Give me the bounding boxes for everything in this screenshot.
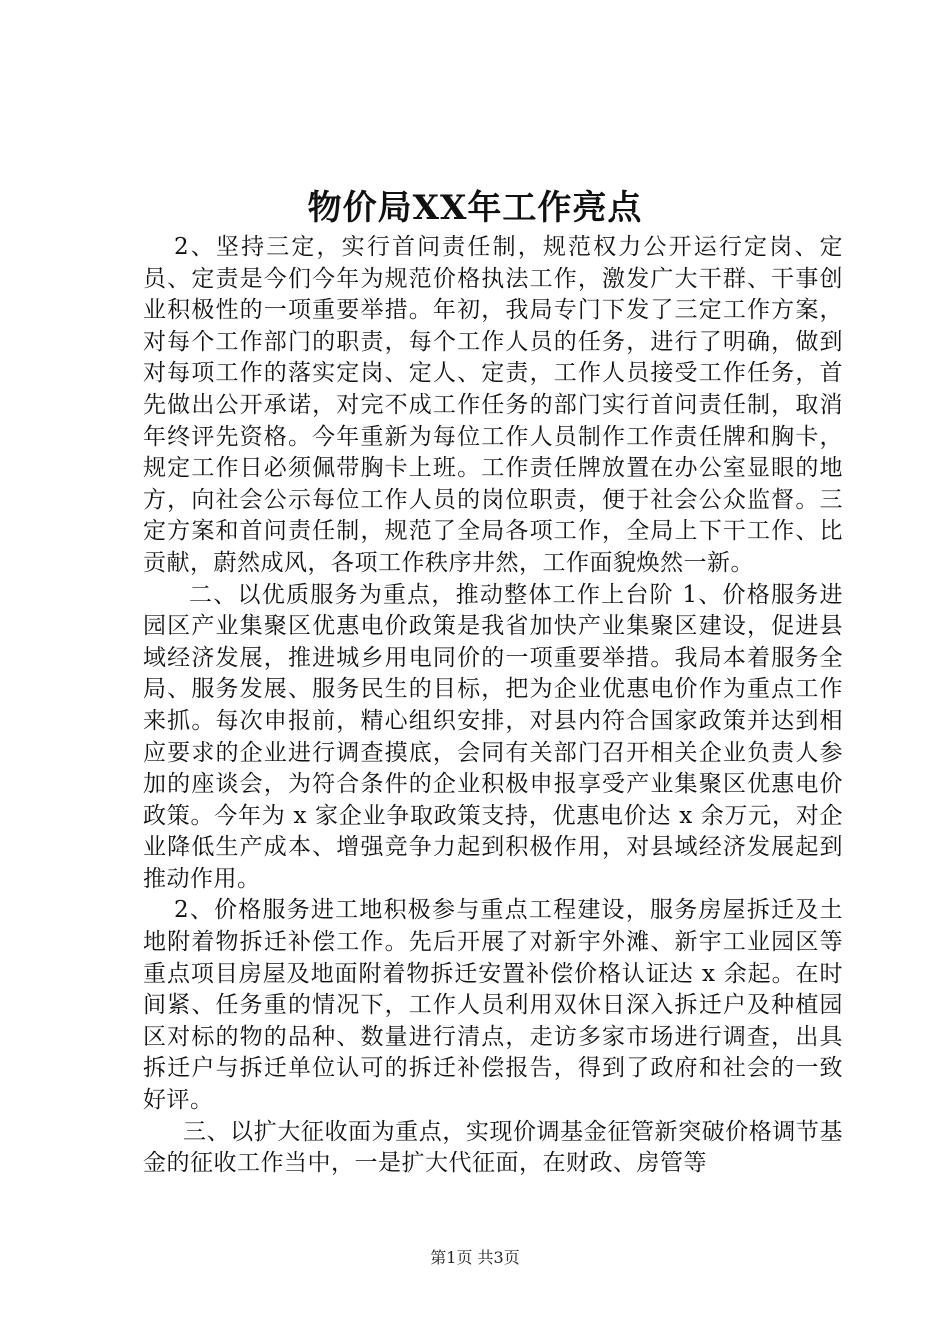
page-number-footer: 第1页 共3页 [430,1248,520,1267]
document-title: 物价局XX年工作亮点 [307,188,643,228]
document-body [143,232,843,1180]
paragraph-three-fixed-system: 2、坚持三定，实行首问责任制，规范权力公开运行定岗、定员、定责是今们今年为规范价格执法工作，激发广大干群、干事创业积极性的一项重要举措。年初，我局专门下发了三定工作方案，对每个工作部门的职责，每个工作人员的任务，进行了明确，做到对每项工作的落实定岗、定人、定责，工作人员接受工作任务，首先做出公开承诺，对完不成工作任务的部门实行首问责任制，取消年终评先资格。今年重新为每位工作人员制作工作责任牌和胸卡，规定工作日必须佩带胸卡上班。工作责任牌放置在办公室显眼的地方，向社会公示每位工作人员的岗位职责，便于社会公众监督。三定方案和首问责任制，规范了全局各项工作，全局上下干工作、比贡献，蔚然成风，各项工作秩序井然，工作面貌焕然一新。 [143,234,843,576]
paragraph-quality-service: 二、以优质服务为重点，推动整体工作上台阶 1、价格服务进园区产业集聚区优惠电价政策是我省加快产业集聚区建设，促进县域经济发展，推进城乡用电同价的一项重要举措。我局本着服务全局、服务发展、服务民生的目标，把为企业优惠电价作为重点工作来抓。每次申报前，精心组织安排，对县内符合国家政策并达到相应要求的企业进行调查摸底，会同有关部门召开相关企业负责人参加的座谈会，为符合条件的企业积极申报享受产业集聚区优惠电价政策。今年为 x 家企业争取政策支持，优惠电价达 x 余万元，对企业降低生产成本、增强竞争力起到积极作用，对县域经济发展起到推动作用。 [143,581,843,892]
paragraph-construction-site-service: 2、价格服务进工地积极参与重点工程建设，服务房屋拆迁及土地附着物拆迁补偿工作。先后开展了对新宇外滩、新宇工业园区等重点项目房屋及地面附着物拆迁安置补偿价格认证达 x 余起。在时间紧、任务重的情况下，工作人员利用双休日深入拆迁户及种植园区对标的物的品种、数量进行清点，走访多家市场进行调查，出具拆迁户与拆迁单位认可的拆迁补偿报告，得到了政府和社会的一致好评。 [143,897,843,1114]
paragraph-fund-collection: 三、以扩大征收面为重点，实现价调基金征管新突破价格调节基金的征收工作当中，一是扩大代征面，在财政、房管等 [143,1118,843,1177]
